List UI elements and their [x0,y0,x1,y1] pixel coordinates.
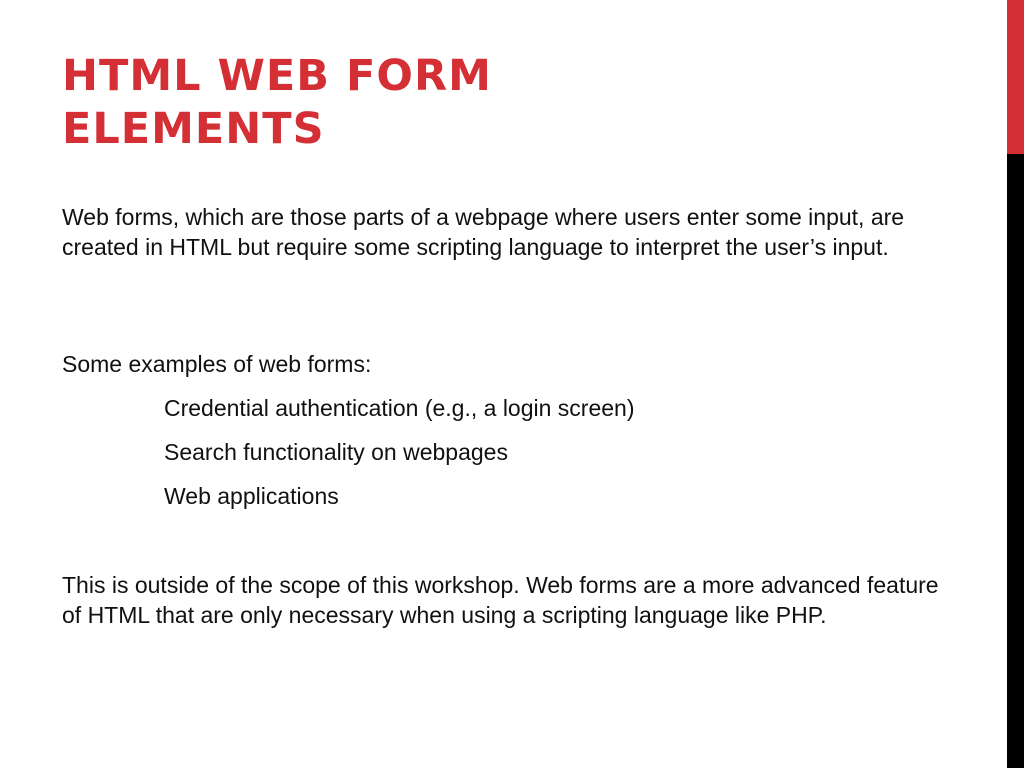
example-item: Search functionality on webpages [164,439,508,465]
closing-paragraph: This is outside of the scope of this workshop. Web forms are a more advanced feature of HTML that are only necessary when using a scripting language like PHP. [62,572,939,628]
side-accent-bar-black [1007,154,1024,768]
slide-title-line-2: ELEMENTS [62,104,325,154]
examples-heading: Some examples of web forms: [62,351,372,377]
slide-title [62,50,762,156]
example-item: Web applications [164,483,339,509]
slide-title-line-1: HTML WEB FORM [62,51,492,101]
side-accent-bar-red [1007,0,1024,154]
example-item: Credential authentication (e.g., a login screen) [164,395,635,421]
intro-paragraph: Web forms, which are those parts of a webpage where users enter some input, are created in HTML but require some scripting language to interpret the user’s input. [62,204,905,260]
